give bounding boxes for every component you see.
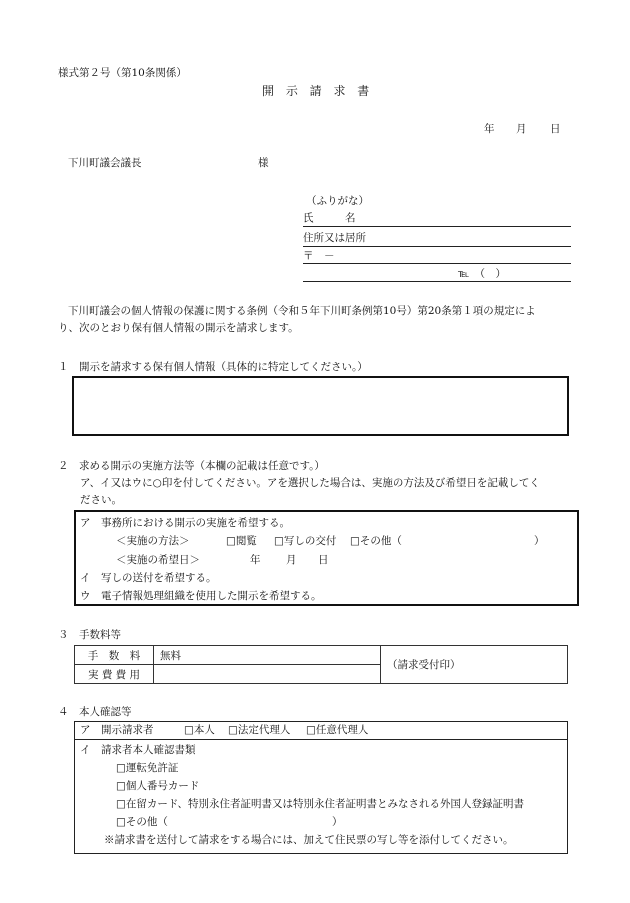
- option-i[interactable]: イ 写しの送付を希望する。: [80, 572, 217, 584]
- doc-residence-card-checkbox[interactable]: □在留カード、特別永住者証明書又は特別永住者証明書とみなされる外国人登録証明書: [116, 798, 524, 810]
- tel-label: ℡ （ ）: [458, 268, 507, 280]
- cost-value[interactable]: [154, 665, 381, 684]
- requester-legal-checkbox[interactable]: □法定代理人: [228, 724, 291, 736]
- section2-note-1: ア、イ又はウに○印を付してください。アを選択した場合は、実施の方法及び希望日を記載してく: [80, 477, 540, 489]
- cost-label: 実 費 費 用: [75, 665, 154, 684]
- doc-other-close: ）: [332, 816, 343, 828]
- date-year: 年: [484, 123, 495, 135]
- requested-info-box[interactable]: [72, 376, 569, 436]
- option-u[interactable]: ウ 電子情報処理組織を使用した開示を希望する。: [80, 590, 322, 602]
- date-month: 月: [516, 123, 527, 135]
- date-day: 日: [550, 123, 561, 135]
- footnote: ※請求書を送付して請求をする場合には、加えて住民票の写し等を添付してください。: [104, 834, 514, 846]
- intro-line-2: り、次のとおり保有個人情報の開示を請求します。: [58, 322, 299, 334]
- section2-heading: ２ 求める開示の実施方法等（本欄の記載は任意です。）: [58, 460, 325, 472]
- doc-other-checkbox[interactable]: □その他（: [116, 816, 168, 828]
- doc-mynumber-card-checkbox[interactable]: □個人番号カード: [116, 780, 200, 792]
- name-field-line[interactable]: [303, 226, 571, 227]
- section1-heading: １ 開示を請求する保有個人情報（具体的に特定してください。）: [58, 361, 368, 373]
- method-label: ＜実施の方法＞: [116, 535, 190, 547]
- preferred-date-year: 年: [250, 554, 261, 566]
- requester-voluntary-checkbox[interactable]: □任意代理人: [306, 724, 369, 736]
- fee-table: [74, 645, 568, 684]
- method-other-close: ）: [534, 535, 545, 547]
- stamp-label: （請求受付印）: [381, 646, 568, 684]
- form-number: 様式第２号（第10条関係）: [58, 67, 187, 79]
- document-title: 開 示 請 求 書: [262, 84, 374, 98]
- address-label: 住所又は居所: [303, 232, 366, 244]
- preferred-date-day: 日: [318, 554, 329, 566]
- requester-type-label: ア 開示請求者: [80, 724, 154, 736]
- tel-field-line[interactable]: [303, 281, 571, 282]
- option-a[interactable]: ア 事務所における開示の実施を希望する。: [80, 517, 290, 529]
- identity-row-divider: [74, 739, 568, 740]
- fee-label: 手 数 料: [75, 646, 154, 665]
- addressee-honorific: 様: [258, 157, 269, 169]
- name-label: 氏 名: [303, 212, 356, 224]
- doc-drivers-license-checkbox[interactable]: □運転免許証: [116, 762, 179, 774]
- section3-heading: ３ 手数料等: [58, 629, 121, 641]
- addressee-name: 下川町議会議長: [68, 157, 142, 169]
- section2-note-2: ださい。: [80, 494, 122, 506]
- postal-field-line[interactable]: [303, 263, 571, 264]
- method-copy-checkbox[interactable]: □写しの交付: [274, 535, 337, 547]
- id-documents-label: イ 請求者本人確認書類: [80, 744, 196, 756]
- method-view-checkbox[interactable]: □閲覧: [226, 535, 257, 547]
- method-other-checkbox[interactable]: □その他（: [350, 535, 402, 547]
- section4-heading: ４ 本人確認等: [58, 706, 132, 718]
- postal-label: 〒 －: [303, 250, 335, 262]
- address-field-line[interactable]: [303, 246, 571, 247]
- requester-self-checkbox[interactable]: □本人: [184, 724, 215, 736]
- intro-line-1: 下川町議会の個人情報の保護に関する条例（令和５年下川町条例第10号）第20条第１項の規定によ: [68, 305, 536, 317]
- furigana-label: （ふりがな）: [306, 195, 369, 207]
- preferred-date-month: 月: [286, 554, 297, 566]
- fee-value: 無料: [154, 646, 381, 665]
- preferred-date-label: ＜実施の希望日＞: [116, 554, 200, 566]
